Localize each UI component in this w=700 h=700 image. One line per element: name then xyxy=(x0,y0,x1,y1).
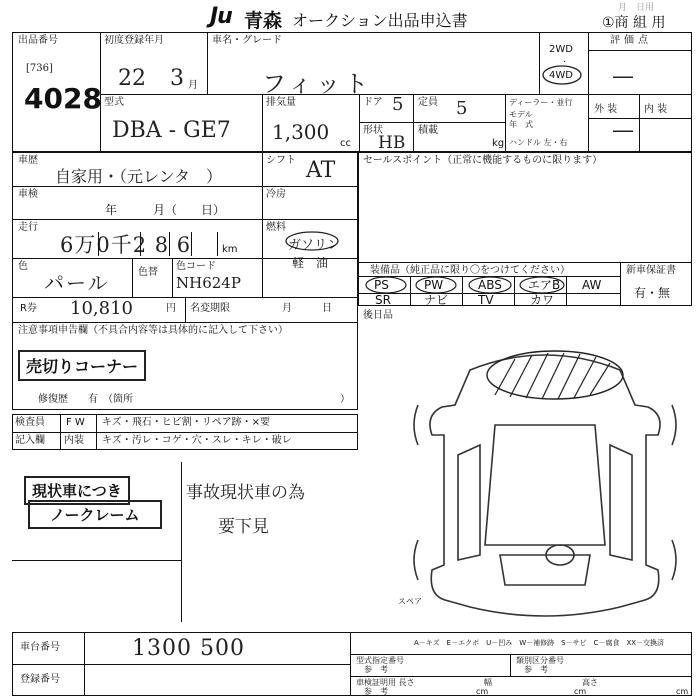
page-title: オークション出品申込書 xyxy=(292,11,468,30)
repair-history-label: 修復歴 有 （箇所 xyxy=(38,394,133,405)
shape: HB xyxy=(378,133,406,153)
equip-abs: ABS xyxy=(478,278,502,292)
first-reg-year: 22 xyxy=(118,66,146,91)
color-code-label: 色コード xyxy=(176,261,216,272)
recycle-fee-label: R券 xyxy=(20,303,37,314)
exterior-label: 外 装 xyxy=(594,104,618,115)
doors-label: ドア xyxy=(363,97,383,108)
stamp-sold-corner: 売切りコーナー xyxy=(18,350,146,381)
overall-rating: — xyxy=(612,64,634,89)
first-reg-label: 初度登録年月 xyxy=(104,35,164,46)
fuel-alt: 軽 油 xyxy=(292,256,329,270)
aircon-label: 冷房 xyxy=(266,189,286,200)
fw-label: F W xyxy=(66,417,85,428)
interior-row-label: 内装 xyxy=(64,435,84,446)
cert-width-label: 幅 xyxy=(484,678,492,687)
color-code: NH624P xyxy=(176,274,241,292)
mileage-label: 走行 xyxy=(18,222,38,233)
history-value: 自家用・（元レンタ ） xyxy=(55,167,222,186)
note-accident: 事故現状車の為 xyxy=(186,483,305,503)
type-designation-label: 型式指定番号 xyxy=(356,656,404,665)
mileage-value: 6万0千2 8 6 xyxy=(60,233,192,257)
brand-logo: Ju xyxy=(210,4,232,29)
note-field-label: 記入欄 xyxy=(15,435,45,446)
equip-pw: PW xyxy=(424,278,444,292)
warranty-options: 有・無 xyxy=(634,286,671,300)
capacity: 5 xyxy=(456,98,468,119)
load-label: 積載 xyxy=(418,125,438,136)
rear-items-label: 後日品 xyxy=(363,310,393,321)
equip-tv: TV xyxy=(478,293,494,307)
cert-length-label: 車検証明用 長さ xyxy=(356,678,415,687)
drive-2wd-label: 2WD xyxy=(549,44,573,55)
capacity-label: 定員 xyxy=(418,97,438,108)
color-label: 色 xyxy=(18,261,28,272)
model-name: フィット xyxy=(262,70,373,98)
recycle-fee: 10,810 xyxy=(70,298,133,319)
inspection-date: 年 月（ 日） xyxy=(105,203,226,217)
chassis-no-label: 車台番号 xyxy=(20,642,60,653)
handle-label: ハンドル 左・右 xyxy=(509,138,568,147)
cert-height-label: 高さ xyxy=(582,678,598,687)
sales-point-label: セールスポイント（正常に機能するものに限ります） xyxy=(363,155,603,166)
note-inspect: 要下見 xyxy=(218,517,269,537)
shape-label: 形状 xyxy=(363,125,383,136)
first-reg-month: 3 xyxy=(170,66,184,91)
spare-label: スペア xyxy=(398,597,422,606)
model-name-label: 車名・グレード xyxy=(212,35,282,46)
lot-number-label: 出品番号 xyxy=(18,35,58,46)
model-code-label: 型式 xyxy=(104,97,124,108)
chassis-number: 1300 500 xyxy=(132,636,245,661)
fuel-label: 燃料 xyxy=(266,222,286,233)
model-year-label: モデル 年 式 xyxy=(509,110,533,129)
copy-label: ①商 組 用 xyxy=(602,15,666,31)
stamp-as-is: 現状車につき xyxy=(24,476,130,505)
lot-number: 4028 xyxy=(24,82,102,115)
fw-items: キズ・飛石・ヒビ割・リペア跡・×要 xyxy=(102,417,270,428)
drive-circle xyxy=(541,64,583,86)
category-no-label: 類別区分番号 xyxy=(516,656,564,665)
equip-sr: SR xyxy=(375,293,391,307)
fuel-value: ガソリン xyxy=(288,238,341,253)
shift-label: シフト xyxy=(266,155,296,166)
new-warranty-label: 新車保証書 xyxy=(626,265,676,276)
reg-no-label: 登録番号 xyxy=(20,674,60,685)
doors: 5 xyxy=(392,94,404,115)
shift-value: AT xyxy=(306,158,336,183)
stamp-no-claim: ノークレーム xyxy=(28,500,162,529)
faded-date: 月 日用 xyxy=(618,3,655,13)
car-damage-diagram xyxy=(410,345,680,620)
equip-aw: AW xyxy=(582,278,602,292)
equipment-label: 装備品（純正品に限り〇をつけてください） xyxy=(370,265,570,276)
fuel-circle xyxy=(284,230,340,252)
interior-label: 内 装 xyxy=(644,104,668,115)
color-change-label: 色替 xyxy=(138,267,158,278)
displacement: 1,300 xyxy=(272,120,330,144)
lot-code: [736] xyxy=(26,63,53,74)
equip-airbag: エアB xyxy=(528,278,561,292)
drive-4wd-label: 4WD xyxy=(549,70,573,81)
equip-navi: ナビ xyxy=(424,293,449,307)
rating-label: 評価点 xyxy=(610,35,652,46)
equip-ps: PS xyxy=(374,278,389,292)
color-value: パール xyxy=(44,271,110,295)
interior-items: キズ・汚レ・コゲ・穴・スレ・キレ・破レ xyxy=(102,435,292,446)
equip-leather: カワ xyxy=(530,293,555,307)
inspection-label: 車検 xyxy=(18,189,38,200)
remarks-label: 注意事項申告欄（不具合内容等は具体的に記入して下さい） xyxy=(18,325,288,336)
inspector-label: 検査員 xyxy=(15,417,45,428)
damage-legend: A－キズ E－エクボ U－凹み W－補修跡 S－サビ C－腐食 XX－交換済 xyxy=(414,639,665,647)
title-region: 青森 xyxy=(244,10,283,32)
dealer-label: ディーラー・並行 xyxy=(509,98,573,107)
displacement-label: 排気量 xyxy=(266,97,296,108)
history-label: 車歴 xyxy=(18,155,38,166)
name-change-label: 名変期限 xyxy=(190,303,230,314)
exterior-rating: — xyxy=(612,118,634,143)
equipment-circles xyxy=(358,276,620,294)
model-code: DBA - GE7 xyxy=(112,118,231,143)
